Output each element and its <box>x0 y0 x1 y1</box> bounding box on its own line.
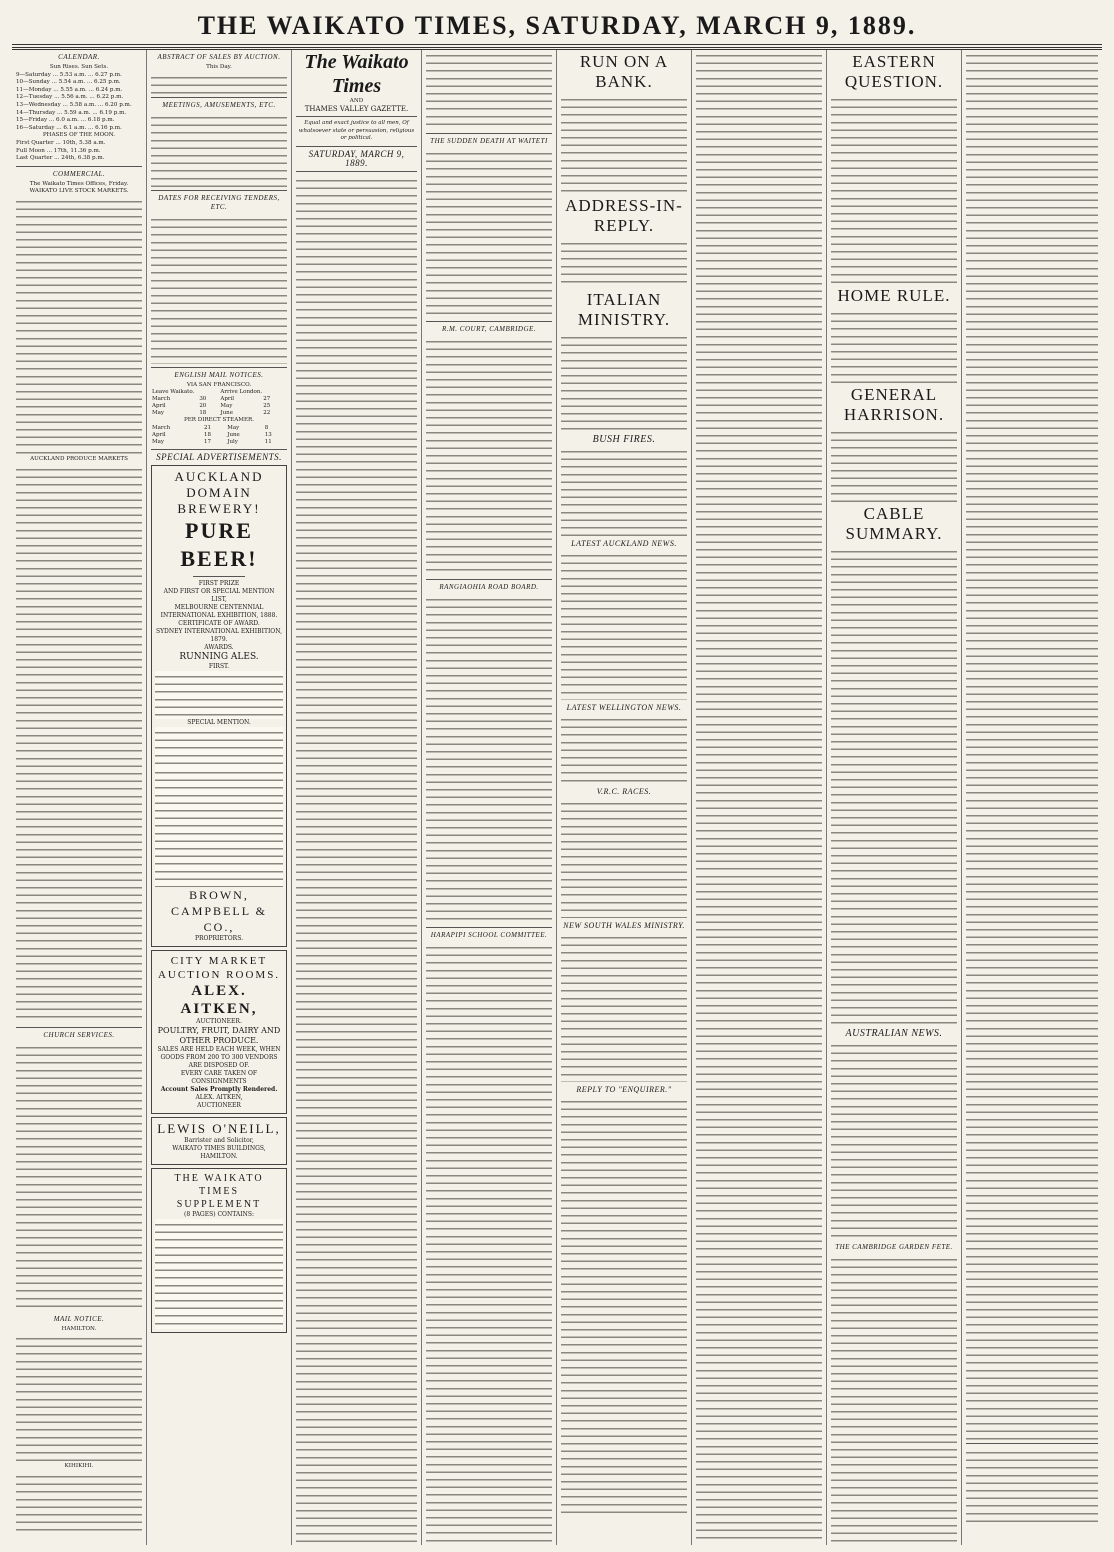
ad-line: SALES ARE HELD EACH WEEK, WHEN GOODS FROM 200 TO 300 VENDORS ARE DISPOSED OF. <box>157 1045 281 1069</box>
school-committee-heading: HARAPIPI SCHOOL COMMITTEE. <box>430 931 548 939</box>
article-text <box>696 50 822 1540</box>
commercial-heading: COMMERCIAL. <box>52 169 106 178</box>
ad-line: BREWERY! <box>177 500 261 516</box>
moon-phases-heading: PHASES OF THE MOON. <box>42 132 116 139</box>
article-text <box>426 942 552 1545</box>
solicitor-advertisement <box>151 1117 287 1165</box>
ad-line: MELBOURNE CENTENNIAL INTERNATIONAL EXHIBITION, 1888. <box>160 603 278 619</box>
ad-line: SPECIAL MENTION. <box>187 718 251 726</box>
auckland-news-heading: LATEST AUCKLAND NEWS. <box>571 539 677 548</box>
ad-line: THE WAIKATO TIMES SUPPLEMENT <box>174 1172 264 1210</box>
divider <box>151 367 287 368</box>
article-text <box>831 546 957 1026</box>
calendar-row: 11—Monday ... 5.55 a.m. ... 6.24 p.m. <box>16 86 123 93</box>
column-8 <box>962 50 1102 1545</box>
ad-line: FIRST PRIZE <box>198 579 240 587</box>
table-row: April 20 May 25 <box>152 403 271 410</box>
divider <box>16 166 142 167</box>
mail-notice-text <box>16 1333 142 1463</box>
meetings-text <box>151 112 287 187</box>
tenders-heading: DATES FOR RECEIVING TENDERS, ETC. <box>158 193 280 211</box>
paper-title: The Waikato Times <box>304 51 409 97</box>
church-services-text <box>16 1042 142 1312</box>
auction-advertisement <box>151 950 287 1114</box>
column-4 <box>422 50 557 1545</box>
sudden-death-heading: THE SUDDEN DEATH AT WAITETI <box>430 137 548 145</box>
italian-ministry-heading: ITALIAN MINISTRY. <box>577 290 671 329</box>
ad-line: AUCTIONEER <box>197 1101 241 1109</box>
article-text <box>561 94 687 194</box>
supplement-contents <box>155 1219 283 1329</box>
table-header: Arrive London. <box>220 389 263 396</box>
table-row: May 18 June 22 <box>152 410 271 417</box>
calendar-heading: CALENDAR. <box>58 53 100 61</box>
ad-line: Barrister and Solicitor, <box>184 1136 254 1144</box>
ad-line: AUCKLAND DOMAIN <box>174 468 264 500</box>
abstract-day: This Day. <box>206 64 232 70</box>
divider <box>151 190 287 191</box>
table-row: April 18 June 13 <box>152 431 272 438</box>
article-text <box>831 1040 957 1240</box>
jury-report-text <box>155 767 283 887</box>
stock-report-text <box>16 196 142 456</box>
divider <box>151 449 287 450</box>
column-3 <box>292 50 422 1545</box>
ad-line: CERTIFICATE OF AWARD. <box>178 619 260 627</box>
calendar-row: 14—Thursday ... 5.59 a.m. ... 6.19 p.m. <box>16 109 127 116</box>
abstract-text <box>151 72 287 94</box>
mail-route: VIA SAN FRANCISCO. <box>186 381 252 388</box>
bush-fires-heading: BUSH FIRES. <box>592 434 656 445</box>
divider <box>16 1027 142 1028</box>
ad-line: ALEX. AITKEN, <box>195 1093 243 1101</box>
article-text <box>426 148 552 318</box>
calendar-header: Sun Rises. Sun Sets. <box>49 64 109 70</box>
bank-run-heading: RUN ON A BANK. <box>579 52 669 91</box>
brewery-advertisement <box>151 465 287 947</box>
abstract-heading: ABSTRACT OF SALES BY AUCTION. <box>157 53 281 61</box>
article-text <box>561 1096 687 1516</box>
garden-fete-heading: THE CAMBRIDGE GARDEN FETE. <box>835 1243 953 1251</box>
table-row: March 21 May 8 <box>152 424 269 431</box>
moon-phase: Full Moon ... 17th, 11.36 p.m. <box>16 147 101 154</box>
meetings-heading: MEETINGS, AMUSEMENTS, ETC. <box>162 100 276 109</box>
article-text <box>561 446 687 536</box>
church-services-heading: CHURCH SERVICES. <box>43 1030 115 1039</box>
article-text <box>426 50 552 130</box>
editorial-text <box>296 175 417 1545</box>
calendar-row: 12—Tuesday ... 5.56 a.m. ... 6.22 p.m. <box>16 94 124 101</box>
ad-line: AUCTIONEER. <box>196 1017 242 1025</box>
produce-report-text <box>16 464 142 1024</box>
article-text <box>561 714 687 784</box>
special-ads-heading: SPECIAL ADVERTISEMENTS. <box>156 451 282 462</box>
table-row: March 30 April 27 <box>152 396 271 403</box>
calendar-row: 9—Saturday ... 5.53 a.m. ... 6.27 p.m. <box>16 71 122 78</box>
tenders-text <box>151 214 287 364</box>
article-text <box>561 798 687 918</box>
mail-table <box>151 389 287 417</box>
mail-place: HAMILTON. <box>61 1325 97 1332</box>
ad-line: WAIKATO TIMES BUILDINGS, HAMILTON. <box>172 1144 266 1160</box>
article-text <box>831 308 957 383</box>
calendar-row: 16—Saturday ... 6.1 a.m. ... 6.16 p.m. <box>16 124 122 131</box>
article-text <box>561 238 687 288</box>
ad-line: RUNNING ALES. <box>179 651 259 662</box>
ad-line: BROWN, CAMPBELL & CO., <box>171 887 267 934</box>
ad-line: PROPRIETORS. <box>194 934 244 942</box>
wellington-news-heading: LATEST WELLINGTON NEWS. <box>566 703 682 712</box>
commercial-subheading: The Waikato Times Offices, Friday. <box>29 180 129 187</box>
column-5 <box>557 50 692 1545</box>
stock-markets-heading: WAIKATO LIVE STOCK MARKETS. <box>29 188 129 195</box>
ad-line: ALEX. AITKEN, <box>180 982 258 1017</box>
mail-table <box>151 425 287 446</box>
paper-motto: Equal and exact justice to all men, Of whatsoever state or persuasion, religious or political. <box>298 120 415 142</box>
mail-notice-heading: MAIL NOTICE. <box>53 1314 105 1323</box>
calendar-row: 15—Friday ... 6.0 a.m. ... 6.18 p.m. <box>16 117 115 124</box>
article-text <box>831 1254 957 1545</box>
ad-line: CITY MARKET AUCTION ROOMS. <box>157 954 281 981</box>
table-header: Leave Waikato. <box>152 389 195 396</box>
calendar-row: 10—Sunday ... 5.54 a.m. ... 6.25 p.m. <box>16 79 121 86</box>
ad-line: AND FIRST OR SPECIAL MENTION LIST, <box>163 587 275 603</box>
produce-markets-heading: AUCKLAND PRODUCE MARKETS <box>30 455 128 462</box>
mail-route: PER DIRECT STEAMER. <box>183 417 255 424</box>
vrc-races-heading: V.R.C. RACES. <box>596 787 652 796</box>
ad-line: (8 PAGES) CONTAINS: <box>184 1210 254 1218</box>
article-text <box>561 932 687 1082</box>
column-1 <box>12 50 147 1545</box>
masthead-rule <box>12 44 1102 45</box>
paper-subtitle: THAMES VALLEY GAZETTE. <box>304 104 409 113</box>
supplement-advertisement <box>151 1168 287 1333</box>
moon-phase: First Quarter ... 10th, 5.38 a.m. <box>16 139 106 146</box>
road-board-heading: RANGIAOHIA ROAD BOARD. <box>439 583 539 591</box>
masthead: THE WAIKATO TIMES, SATURDAY, MARCH 9, 1889. <box>197 11 917 40</box>
moon-phase: Last Quarter ... 24th, 6.38 p.m. <box>16 155 105 162</box>
mention-list <box>155 727 283 767</box>
ad-line: LEWIS O'NEILL, <box>157 1120 281 1136</box>
ad-line: SYDNEY INTERNATIONAL EXHIBITION, 1879. <box>155 627 283 643</box>
general-harrison-heading: GENERAL HARRISON. <box>843 385 945 424</box>
article-text <box>831 94 957 284</box>
eastern-question-heading: EASTERN QUESTION. <box>844 52 944 91</box>
home-rule-heading: HOME RULE. <box>837 286 951 305</box>
mail-place: KIHIKIHI. <box>64 1463 94 1470</box>
ad-headline: PURE BEER! <box>180 517 258 571</box>
rm-court-heading: R.M. COURT, CAMBRIDGE. <box>441 325 537 333</box>
ad-line: FIRST. <box>208 662 230 670</box>
article-text <box>561 332 687 432</box>
column-7 <box>827 50 962 1545</box>
column-6 <box>692 50 827 1545</box>
english-mail-heading: ENGLISH MAIL NOTICES. <box>174 370 264 379</box>
divider <box>151 97 287 98</box>
column-grid <box>12 50 1102 1545</box>
column-2 <box>147 50 292 1545</box>
address-in-reply-heading: ADDRESS-IN-REPLY. <box>565 196 683 235</box>
ad-line: Account Sales Promptly Rendered. <box>160 1085 278 1093</box>
cable-summary-heading: CABLE SUMMARY. <box>845 504 943 543</box>
dateline: SATURDAY, MARCH 9, 1889. <box>308 148 405 168</box>
mail-notice-text <box>16 1471 142 1531</box>
ad-line: POULTRY, FRUIT, DAIRY AND OTHER PRODUCE. <box>157 1025 281 1045</box>
ad-line: AWARDS. <box>204 643 234 651</box>
article-text <box>426 594 552 924</box>
ad-line: EVERY CARE TAKEN OF CONSIGNMENTS <box>180 1069 258 1085</box>
calendar-row: 13—Wednesday ... 5.58 a.m. ... 6.20 p.m. <box>16 101 132 108</box>
article-text <box>831 427 957 502</box>
awards-list <box>155 671 283 719</box>
paper-and: AND <box>349 98 364 104</box>
article-text <box>561 550 687 700</box>
australian-news-heading: AUSTRALIAN NEWS. <box>845 1028 943 1039</box>
nsw-ministry-heading: NEW SOUTH WALES MINISTRY. <box>563 921 685 930</box>
notice-text <box>966 1447 1098 1527</box>
article-text <box>426 336 552 576</box>
table-row: May 17 July 11 <box>152 438 272 445</box>
article-text <box>966 50 1098 1440</box>
reply-heading: REPLY TO "ENQUIRER." <box>576 1085 672 1094</box>
